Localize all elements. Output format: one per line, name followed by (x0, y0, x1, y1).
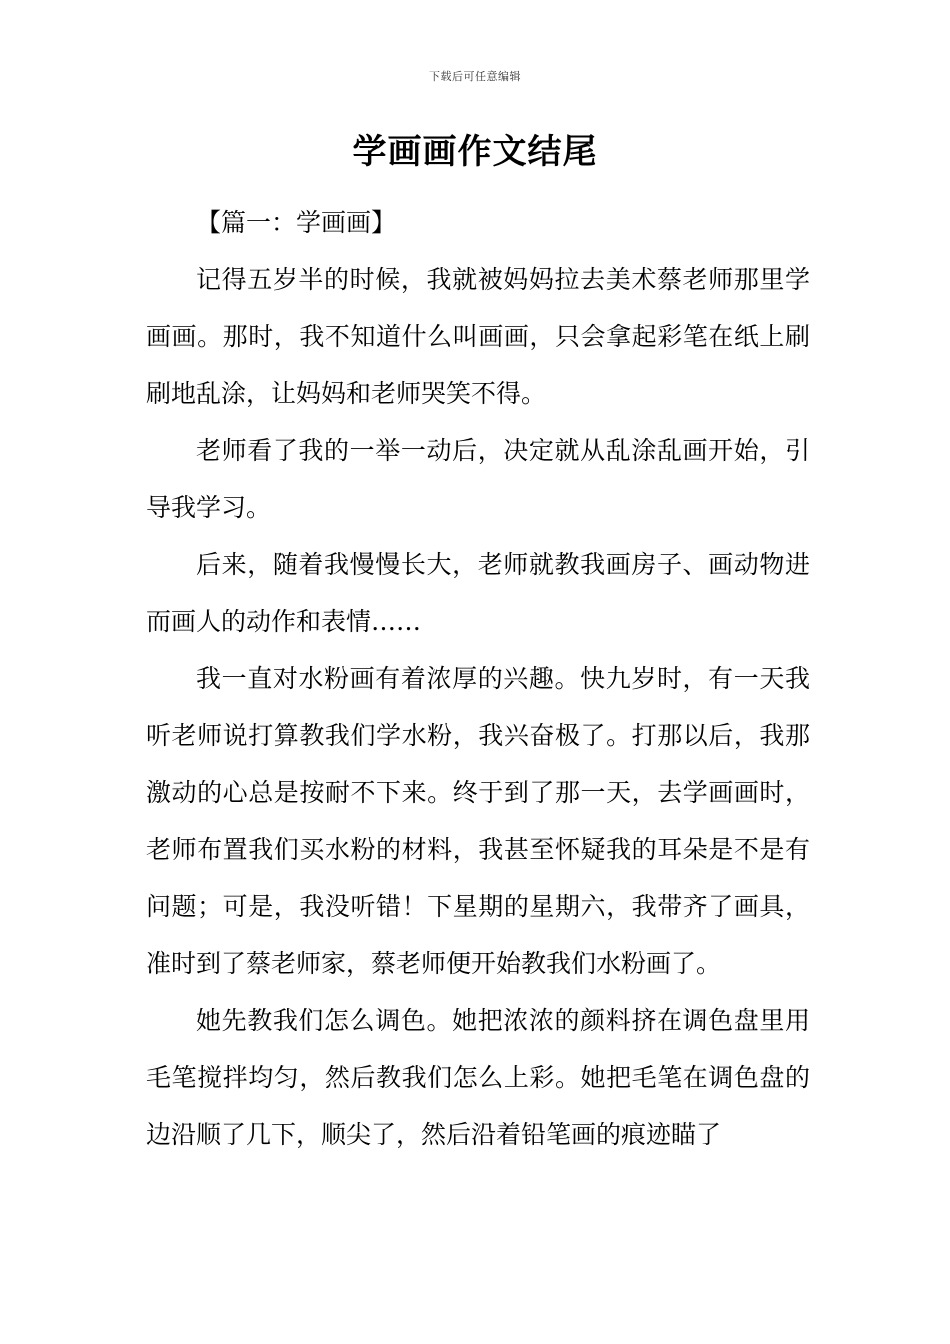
document-body (146, 194, 810, 1163)
paragraph-2: 老师看了我的一举一动后，决定就从乱涂乱画开始，引导我学习。 (146, 436, 810, 522)
paragraph-1: 记得五岁半的时候，我就被妈妈拉去美术蔡老师那里学画画。那时，我不知道什么叫画画，只会拿起彩笔在纸上刷刷地乱涂，让妈妈和老师哭笑不得。 (146, 265, 810, 408)
page-header-note: 下载后可任意编辑 (429, 70, 521, 83)
paragraph-4: 我一直对水粉画有着浓厚的兴趣。快九岁时，有一天我听老师说打算教我们学水粉，我兴奋极了。打那以后，我那激动的心总是按耐不下来。终于到了那一天，去学画画时，老师布置我们买水粉的材料，我甚至怀疑我的耳朵是不是有问题；可是，我没听错！下星期的星期六，我带齐了画具，准时到了蔡老师家，蔡老师便开始教我们水粉画了。 (146, 664, 810, 978)
document-title: 学画画作文结尾 (352, 132, 598, 172)
paragraph-3: 后来，随着我慢慢长大，老师就教我画房子、画动物进而画人的动作和表情…… (146, 550, 810, 636)
paragraph-5: 她先教我们怎么调色。她把浓浓的颜料挤在调色盘里用毛笔搅拌均匀，然后教我们怎么上彩。她把毛笔在调色盘的边沿顺了几下，顺尖了，然后沿着铅笔画的痕迹瞄了 (146, 1006, 810, 1149)
section-heading: 【篇一：学画画】 (196, 208, 397, 237)
